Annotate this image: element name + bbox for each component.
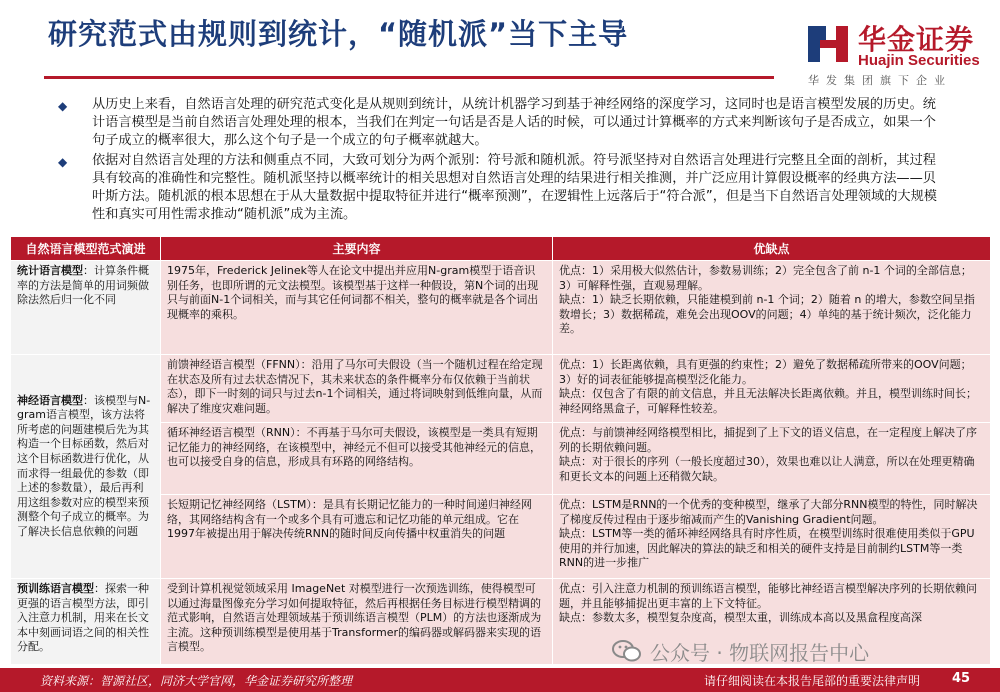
title-underline [44,76,774,79]
bullet-item [56,96,946,151]
content-cell: 循环神经语言模型（RNN）：不再基于马尔可夫假设，该模型是一类具有短期记忆能力的神经网络，在该模型中，神经元不但可以接受其他神经元的信息，也可以接受自身的信息，形成具有环路的网络结构。 [161,423,553,495]
pros-cons-cell: 优点：1）长距离依赖，具有更强的约束性；2）避免了数据稀疏所带来的OOV问题；3）好的词表征能够提高模型泛化能力。 缺点：仅包含了有限的前文信息，并且无法解决长距离依赖。并且，模型训练时间长；神经网络黑盒子，可解释性较差。 [553,355,991,423]
pros-cons-cell: 优点：引入注意力机制的预训练语言模型，能够比神经语言模型解决序列的长期依赖问题，并且能够捕捉出更丰富的上下文特征。 缺点：参数太多，模型复杂度高，模型太重，训练成本高以及黑盒程度高深 [553,579,991,665]
logo-chinese-name: 华金证券 [858,23,975,56]
paradigm-desc: ：该模型与N-gram语言模型，该方法将所考虑的问题建模后先为其构造一个目标函数，然后对这个目标函数进行优化，从而求得一组最优的参数（即上述的参数量），最后再利用这组参数对应的模型来预测整个句子成立的概率。为了解决长信息依赖的问题 [17,393,151,538]
content-cell: 前馈神经语言模型（FFNN）：沿用了马尔可夫假设（当一个随机过程在给定现在状态及所有过去状态情况下，其未来状态的条件概率分布仅依赖于当前状态），即下一时刻的词只与过去n-1个词相关，通过将词映射到低维向量，从而解决了维度灾难问题。 [161,355,553,423]
bullet-text: 从历史上来看，自然语言处理的研究范式变化是从规则到统计，从统计机器学习到基于神经网络的深度学习，这同时也是语言模型发展的历史。统计语言模型是当前自然语言处理处理的根本，当我们在判定一句话是否是人话的时候，可以通过计算概率的方式来判断该句子是否成立，如果一个句子成立的概率很大，那么这个句子是一个成立的句子概率就越大。 [92,97,936,149]
paradigm-desc: ：探索一种更强的语言模型方法，即引入注意力机制，用来在长文本中刻画词语之间的相关性分配。 [17,582,149,654]
header-pros-cons: 优缺点 [553,237,991,261]
logo-subtitle: 华发集团旗下企业 [808,74,952,87]
header-paradigm: 自然语言模型范式演进 [11,237,161,261]
footer-legal-note: 请仔细阅读在本报告尾部的重要法律声明 [704,674,921,688]
paradigm-desc: ：计算条件概率的方法是简单的用词频做除法然后归一化不同 [17,264,149,307]
company-logo [806,16,986,87]
pros-cons-cell: 优点：与前馈神经网络模型相比，捕捉到了上下文的语义信息，在一定程度上解决了序列的长期依赖问题。 缺点：对于很长的序列（一般长度超过30），效果也难以让人满意，所以在处理更精确和更长文本的问题上还稍微欠缺。 [553,423,991,495]
paradigm-table [10,236,991,665]
logo-english-name: Huajin Securities [858,52,980,69]
wechat-icon [612,639,642,663]
diamond-bullet-icon: ◆ [58,99,68,113]
page-title: 研究范式由规则到统计，“随机派”当下主导 [48,17,629,51]
paradigm-cell-pretrained [11,579,161,665]
diamond-bullet-icon: ◆ [58,154,68,169]
content-cell: 长短期记忆神经网络（LSTM）：是具有长期记忆能力的一种时间递归神经网络，其网络结构含有一个或多个具有可遗忘和记忆功能的单元组成。它在1997年被提出用于解决传统RNN的随时间反向传播中权重消失的问题 [161,495,553,579]
content-cell: 受到计算机视觉领域采用 ImageNet 对模型进行一次预选训练，使得模型可以通过海量图像充分学习如何提取特征，然后再根据任务目标进行模型精调的范式影响，自然语言处理领域基于预训练语言模型（PLM）的方法也逐渐成为主流。这种预训练模型是使用基于Transformer的编码器或解码器来实现的语言模型。 [161,579,553,665]
page-number: 45 [952,671,971,686]
intro-bullets [56,96,946,225]
footer-source: 资料来源：智源社区，同济大学官网，华金证券研究所整理 [40,674,353,688]
watermark-text: 公众号 · 物联网报告中心 [650,640,870,665]
table-header-row [11,237,991,261]
pros-cons-cell: 优点：LSTM是RNN的一个优秀的变种模型，继承了大部分RNN模型的特性，同时解决了梯度反传过程由于逐步缩减而产生的Vanishing Gradient问题。 缺点：LSTM等一类的循环神经网络具有时序性质，在模型训练时很难使用类似于GPU使用的并行加速，因此解决的算法的缺乏和相关的硬件支持是目前制约LSTM等一类RNN的进一步推广 [553,495,991,579]
bullet-text: 依据对自然语言处理的方法和侧重点不同，大致可划分为两个派别：符号派和随机派。符号派坚持对自然语言处理进行完整且全面的剖析，其过程具有较高的准确性和完整性。随机派坚持以概率统计的相关思想对自然语言处理的结果进行相关推测，并广泛应用计算假设概率的经典方法——贝叶斯方法。随机派的根本思想在于从大量数据中提取特征并进行“概率预测”，在逻辑性上远落后于“符合派”，但是当下自然语言处理领域的大规模性和真实可用性需求推动“随机派”成为主流。 [92,152,937,223]
table-row [11,355,991,423]
paradigm-cell-statistical [11,261,161,355]
huajin-logo-icon [806,22,850,66]
paradigm-title: 统计语言模型 [17,264,83,277]
paradigm-title: 神经语言模型 [17,393,83,407]
wechat-watermark [612,636,869,666]
table-row [11,261,991,355]
paradigm-title: 预训练语言模型 [17,582,94,595]
bullet-item [56,152,946,225]
pros-cons-cell: 优点：1）采用极大似然估计，参数易训练；2）完全包含了前 n-1 个词的全部信息；3）可解释性强，直观易理解。 缺点：1）缺乏长期依赖，只能建模到前 n-1 个词；2）随着 n 的增大，参数空间呈指数增长；3）数据稀疏，难免会出现OOV的问题；4）单纯的基于统计频次，泛化能力差。 [553,261,991,355]
content-cell: 1975年，Frederick Jelinek等人在论文中提出并应用N-gram模型于语音识别任务，也即所谓的元文法模型。该模型基于这样一种假设，第N个词的出现只与前面N-1个词相关，而与其它任何词都不相关，整句的概率就是各个词出现概率的乘积。 [161,261,553,355]
header-content: 主要内容 [161,237,553,261]
paradigm-cell-neural [11,355,161,579]
